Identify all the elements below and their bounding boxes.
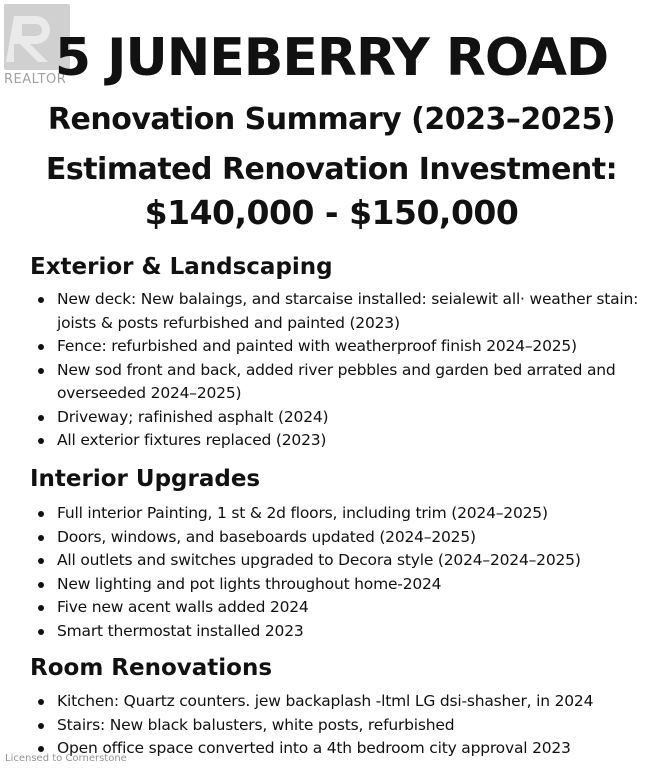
bullet-dot-icon [38,605,44,611]
bullet-dot-icon [38,344,44,350]
list-item-text: Doors, windows, and baseboards updated (2024–2025) [57,527,476,546]
list-item [36,573,656,597]
bullet-dot-icon [38,535,44,541]
bullet-dot-icon [38,723,44,729]
bullet-dot-icon [38,746,44,752]
list-item-text: Full interior Painting, 1 st & 2d floors, including trim (2024–2025) [57,504,548,522]
list-item [36,288,656,335]
investment-range: $140,000 - $150,000 [144,193,519,232]
investment-label: Estimated Renovation Investment: [45,152,618,187]
section-heading-exterior: Exterior & Landscaping [30,254,333,280]
list-item-text: Smart thermostat installed 2023 [57,621,304,640]
realtor-logo-text: REALTOR [4,72,67,87]
license-watermark: Licensed to Cornerstone [5,753,127,764]
list-item-text: Fence: refurbished and painted with weatherproof finish 2024–2025) [57,337,577,355]
list-item [36,737,656,761]
list-item [36,620,656,644]
list-item [36,406,656,430]
bullet-dot-icon [38,629,44,635]
list-item-text: New sod front and back, added river pebbles and garden bed arrated and overseeded 2024–2025) [57,360,616,402]
list-item-text: Open office space converted into a 4th bedroom city approval 2023 [57,739,571,757]
interior-list [36,502,656,643]
list-item [36,429,656,453]
page-title: 5 JUNEBERRY ROAD [54,28,609,88]
bullet-dot-icon [38,699,44,705]
bullet-dot-icon [38,558,44,564]
list-item [36,502,656,526]
list-item-text: All exterior fixtures replaced (2023) [57,431,327,449]
list-item-text: All outlets and switches upgraded to Decora style (2024–2024–2025) [57,551,581,569]
list-item [36,549,656,573]
list-item [36,359,656,406]
list-item [36,690,656,714]
section-heading-rooms: Room Renovations [30,655,273,681]
list-item-text: Stairs: New black balusters, white posts, refurbished [57,715,455,734]
bullet-dot-icon [38,511,44,517]
bullet-dot-icon [38,297,44,303]
bullet-dot-icon [38,582,44,588]
list-item [36,526,656,550]
list-item-text: New deck: New balaings, and starcaise installed: seialewit all· weather stain: joists & posts refurbished and painted (2023) [57,290,639,332]
list-item-text: Kitchen: Quartz counters. jew backaplash -ltml LG dsi-shasher, in 2024 [57,692,594,710]
list-item [36,714,656,738]
list-item [36,335,656,359]
bullet-dot-icon [38,368,44,374]
rooms-list [36,690,656,761]
list-item-text: Driveway; rafinished asphalt (2024) [57,407,329,426]
list-item-text: Five new acent walls added 2024 [57,598,309,616]
list-item-text: New lighting and pot lights throughout home-2024 [57,574,442,593]
bullet-dot-icon [38,415,44,421]
page-subtitle: Renovation Summary (2023–2025) [47,102,616,137]
section-heading-interior: Interior Upgrades [30,466,261,492]
bullet-dot-icon [38,438,44,444]
exterior-list [36,288,656,453]
list-item [36,596,656,620]
